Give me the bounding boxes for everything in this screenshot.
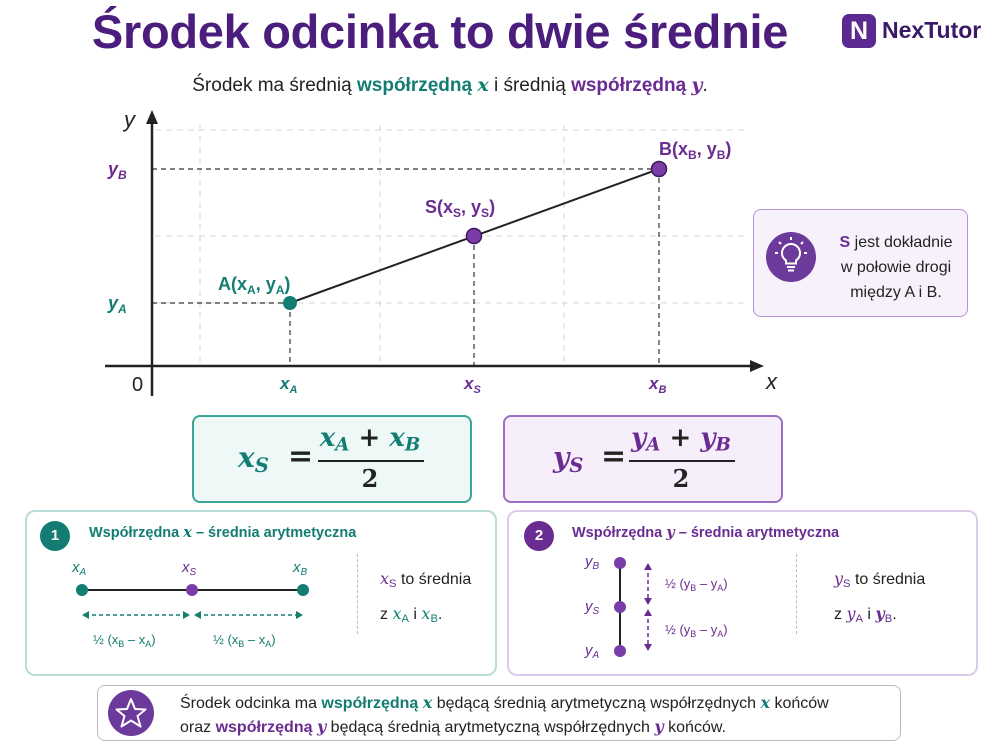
note-text [826,230,966,305]
lightbulb-icon [766,232,816,282]
y-axis-label: y [124,107,135,132]
card1-label-s: $x_S$ [182,559,197,578]
subtitle-part1: Środek ma średnią [192,75,357,96]
card1-label-b: $x_B$ [293,559,308,578]
subtitle-highlight-y: współrzędną [571,75,687,96]
point-b-label: $B(x_B$, $y_B$) [659,139,732,162]
x-tick-b: $x_B$ [649,374,667,396]
formula-y-eq: = [601,439,627,474]
formula-x-lhs: $x_S$ [238,441,269,477]
card2-title: Współrzędna y – średnia arytmetyczna [572,524,840,541]
card-x-coordinate [25,510,497,676]
y-tick-a: $y_A$ [108,293,127,316]
subtitle-highlight-x: współrzędną [357,75,473,96]
card1-title: Współrzędna x – średnia arytmetyczna [89,524,357,541]
formula-x-denominator: 2 [361,464,379,493]
card2-number: 2 [524,521,554,551]
card2-number-line [509,512,789,672]
card1-half-left: ½ $(x_B - x_A)$ [93,632,156,649]
card2-half-top: ½ $(y_B - y_A)$ [665,576,728,593]
subtitle-part3: . [702,75,708,96]
card1-number-line [27,512,357,672]
card2-label-b: $y_B$ [585,553,600,572]
card2-label-a: $y_A$ [585,642,600,661]
subtitle-var-y: y [691,74,703,96]
point-s-label: $S(x_S$, $y_S$) [425,197,496,220]
guide-lines [152,169,659,366]
card1-label-a: $x_A$ [72,559,87,578]
formula-x-fraction-bar [318,460,424,462]
card1-side-text: $x_S$ to średnia z $x_A$ i $x_B$. [380,569,472,625]
note-line1: jest dokładnie [850,234,953,251]
card2-label-s: $y_S$ [585,598,600,617]
point-a [283,296,297,310]
formula-y-fraction-bar [629,460,735,462]
star-icon [108,690,154,736]
card1-number: 1 [40,521,70,551]
card1-half-right: ½ $(x_B - x_A)$ [213,632,276,649]
y-tick-b: $y_B$ [108,159,127,182]
note-line3: między A i B. [850,284,942,301]
formula-y-box [503,415,783,503]
formula-x-numerator: $x_A + x_B$ [319,423,421,456]
card-y-coordinate [507,510,978,676]
subtitle-var-x: x [477,74,489,96]
x-tick-s: $x_S$ [464,374,481,396]
summary-text: Środek odcinka ma współrzędną x będącą średnią arytmetyczną współrzędnych x końców oraz współrzędną y będącą średnią arytmetyczną współrzędnych y końców. [180,693,829,736]
formula-y-denominator: 2 [672,464,690,493]
origin-label: 0 [132,374,144,396]
card2-side-text: $y_S$ to średnia z $y_A$ i $y_B$. [834,569,926,625]
formula-y-numerator: $y_A + y_B$ [631,423,731,456]
x-tick-a: $x_A$ [280,374,298,396]
point-b [652,162,667,177]
point-a-label: $A(x_A$, $y_A$) [218,274,291,297]
x-axis-label: x [766,369,777,394]
summary-box [97,685,901,741]
note-line2: w połowie drogi [840,259,952,276]
logo-mark: N [842,14,876,48]
y-axis-arrow [146,110,158,124]
subtitle-part2: i średnią [488,75,572,96]
note-bold: S [839,234,851,251]
page-title: Środek odcinka to dwie średnie [91,5,789,58]
midpoint-note [753,209,968,317]
formula-x-eq: = [288,439,314,474]
point-s [467,229,482,244]
card2-half-bottom: ½ $(y_B - y_A)$ [665,622,728,639]
formula-x-box [192,415,472,503]
formula-y-lhs: $y_S$ [553,441,584,477]
card1-divider [357,554,359,634]
x-axis-arrow [750,360,764,372]
logo-brand: NexTutor [882,17,982,43]
card2-divider [796,554,798,634]
